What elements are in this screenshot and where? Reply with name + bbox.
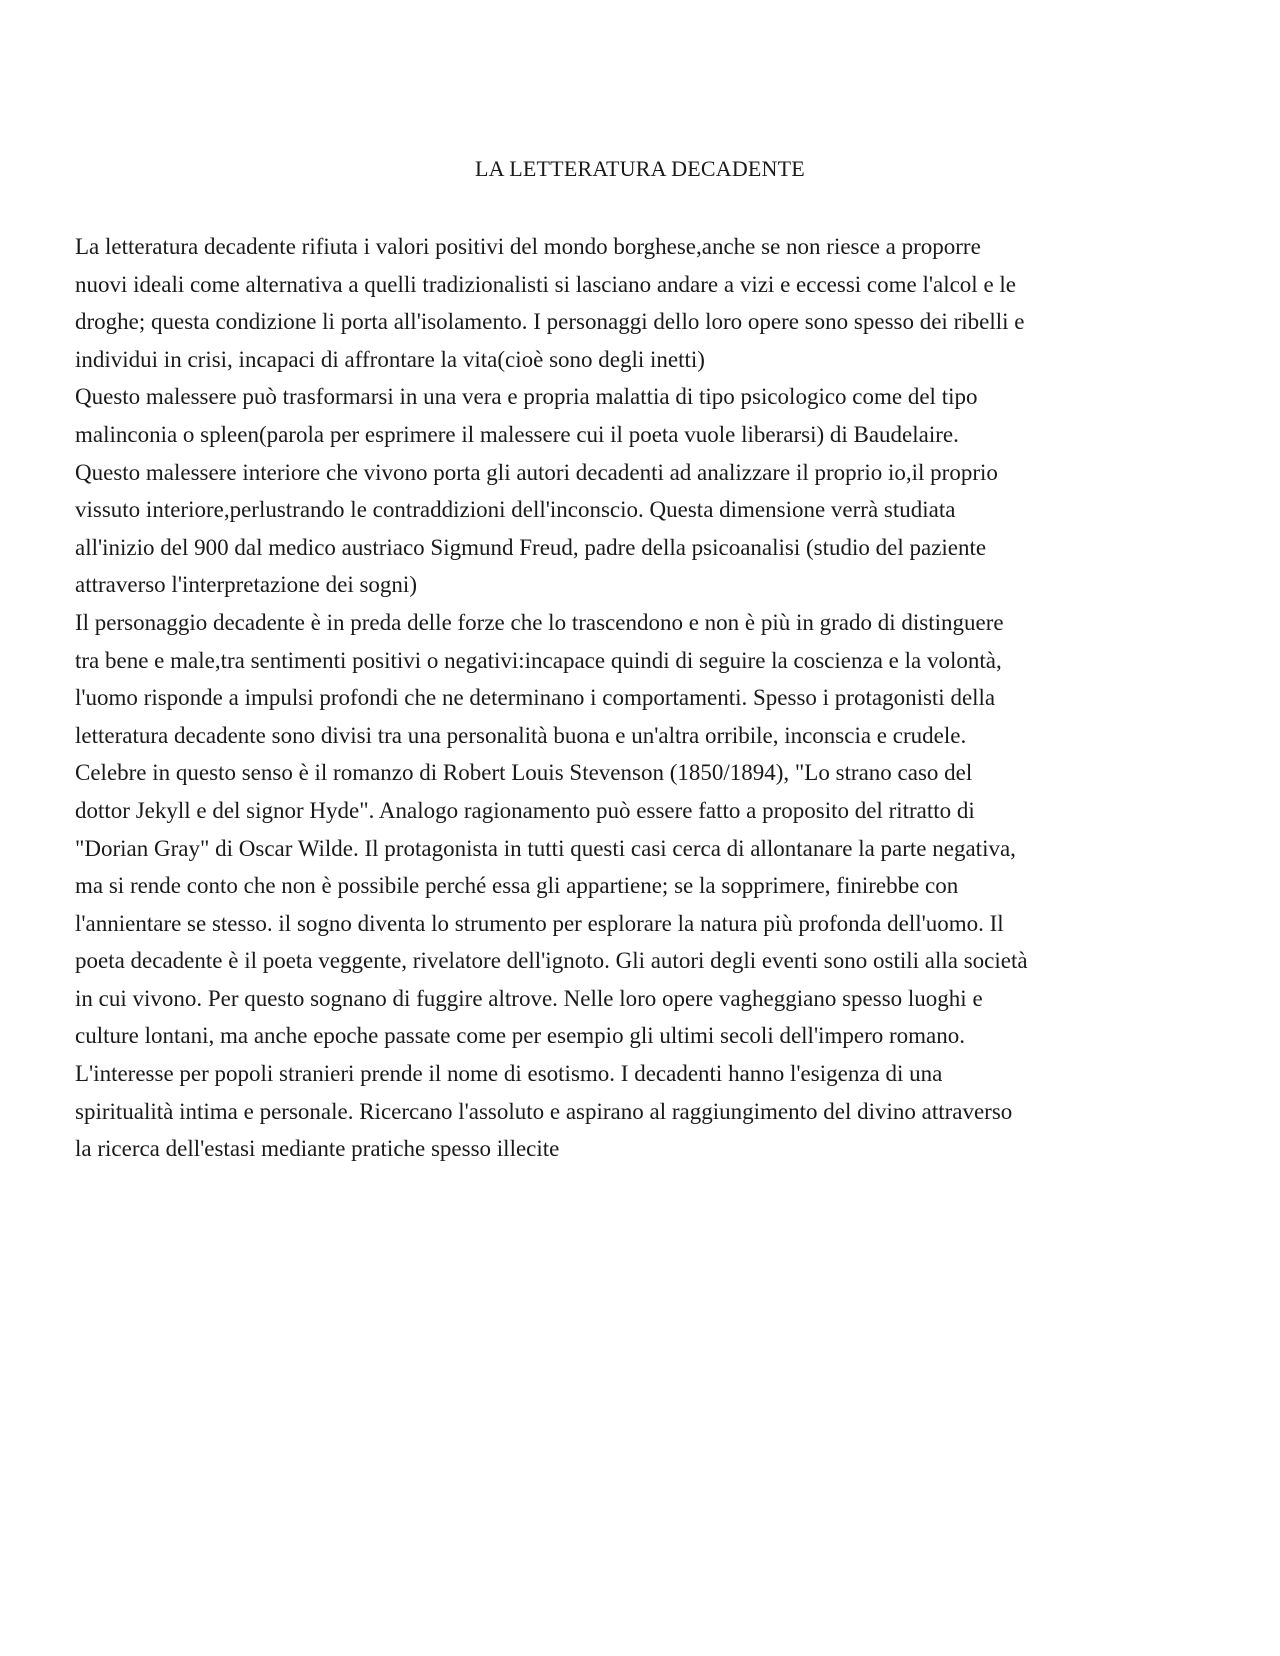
text-line: individui in crisi, incapaci di affrontare la vita(cioè sono degli inetti)	[75, 346, 705, 372]
text-line: malinconia o spleen(parola per esprimere il malessere cui il poeta vuole liberarsi) di Baudelaire.	[75, 421, 959, 447]
text-line: Questo malessere interiore che vivono porta gli autori decadenti ad analizzare il proprio io,il proprio	[75, 459, 998, 485]
text-line: l'annientare se stesso. il sogno diventa lo strumento per esplorare la natura più profonda dell'uomo. Il	[75, 910, 1004, 936]
text-line: Questo malessere può trasformarsi in una vera e propria malattia di tipo psicologico come del tipo	[75, 384, 978, 410]
text-line: dottor Jekyll e del signor Hyde". Analogo ragionamento può essere fatto a proposito del ritratto di	[75, 797, 975, 823]
text-line: vissuto interiore,perlustrando le contraddizioni dell'inconscio. Questa dimensione verrà studiata	[75, 497, 956, 523]
text-line: L'interesse per popoli stranieri prende il nome di esotismo. I decadenti hanno l'esigenza di una	[75, 1061, 943, 1087]
text-line: tra bene e male,tra sentimenti positivi o negativi:incapace quindi di seguire la coscienza e la volontà,	[75, 647, 1002, 673]
text-line: all'inizio del 900 dal medico austriaco Sigmund Freud, padre della psicoanalisi (studio del paziente	[75, 534, 987, 560]
text-line: Il personaggio decadente è in preda delle forze che lo trascendono e non è più in grado di distinguere	[75, 609, 1004, 635]
text-line: culture lontani, ma anche epoche passate come per esempio gli ultimi secoli dell'impero romano.	[75, 1023, 965, 1049]
text-line: attraverso l'interpretazione dei sogni)	[75, 572, 417, 598]
document-body	[75, 228, 1210, 1168]
text-line: Celebre in questo senso è il romanzo di Robert Louis Stevenson (1850/1894), "Lo strano caso del	[75, 760, 973, 786]
text-line: l'uomo risponde a impulsi profondi che ne determinano i comportamenti. Spesso i protagonisti della	[75, 685, 996, 711]
text-line: La letteratura decadente rifiuta i valori positivi del mondo borghese,anche se non riesce a proporre	[75, 234, 981, 259]
text-line: "Dorian Gray" di Oscar Wilde. Il protagonista in tutti questi casi cerca di allontanare la parte negativa,	[75, 835, 1016, 861]
text-line: poeta decadente è il poeta veggente, rivelatore dell'ignoto. Gli autori degli eventi sono ostili alla società	[75, 948, 1028, 974]
text-line: nuovi ideali come alternativa a quelli tradizionalisti si lasciano andare a vizi e eccessi come l'alcol e le	[75, 271, 1017, 297]
text-line: droghe; questa condizione li porta all'isolamento. I personaggi dello loro opere sono spesso dei ribelli e	[75, 309, 1025, 335]
text-line: in cui vivono. Per questo sognano di fuggire altrove. Nelle loro opere vagheggiano spesso luoghi e	[75, 985, 983, 1011]
document-title: LA LETTERATURA DECADENTE	[475, 156, 805, 181]
text-line: ma si rende conto che non è possibile perché essa gli appartiene; se la sopprimere, finirebbe con	[75, 873, 959, 899]
text-line: spiritualità intima e personale. Ricercano l'assoluto e aspirano al raggiungimento del divino attraverso	[75, 1098, 1013, 1124]
text-line: letteratura decadente sono divisi tra una personalità buona e un'altra orribile, inconscia e crudele.	[75, 722, 967, 748]
text-line: la ricerca dell'estasi mediante pratiche spesso illecite	[75, 1136, 560, 1162]
